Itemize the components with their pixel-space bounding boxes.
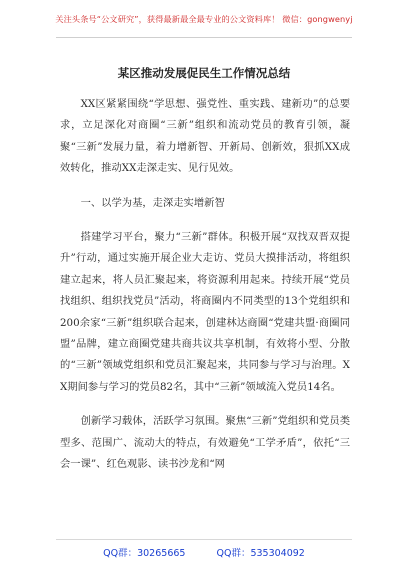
section-heading: 一、以学为基，走深走实增新智 [80, 196, 225, 209]
header-notice: 关注头条号“公文研究”，获得最新最全最专业的公文资料库！ 微信：gongwenyj [55, 14, 353, 24]
document-title: 某区推动发展促民生工作情况总结 [117, 66, 291, 80]
header-divider [56, 37, 352, 38]
footer-qq-group-1: QQ群：30265665 [103, 548, 186, 559]
footer-contacts [0, 545, 408, 559]
intro-paragraph: XX区紧紧围绕“学思想、强党性、重实践、建新功”的总要求，立足深化对商圈“三新”组织和流动党员的教育引领，凝聚“三新”发展力量，着力增新智、开新局、创新效，狠抓XX成效转化，推动XX走深走实、见行见效。 [60, 98, 350, 175]
footer-divider [56, 539, 352, 540]
body-paragraph: 创新学习载体，活跃学习氛围。聚焦“三新”党组织和党员类型多、范围广、流动大的特点，有效避免“工学矛盾”，依托“三会一课”、红色观影、读书沙龙和“网 [60, 415, 350, 471]
document-body [60, 94, 350, 476]
footer-qq-group-2: QQ群：535304092 [216, 548, 305, 559]
body-paragraph: 搭建学习平台，聚力“三新”群体。积极开展“双找双晋双提升”行动，通过实施开展企业大走访、党员大摸排活动，将组织建立起来，将人员汇聚起来，将资源利用起来。持续开展“党员找组织、组织找党员”活动，将商圈内不同类型的13个党组织和200余家“三新”组织联合起来，创建林达商圈“党建共盟·商圈同盟”品牌，建立商圈党建共商共议共享机制，有效将小型、分散的“三新”领域党组织和党员汇聚起来，共同参与学习与治理。XX期间参与学习的党员82名，其中“三新”领域流入党员14名。 [60, 231, 350, 393]
